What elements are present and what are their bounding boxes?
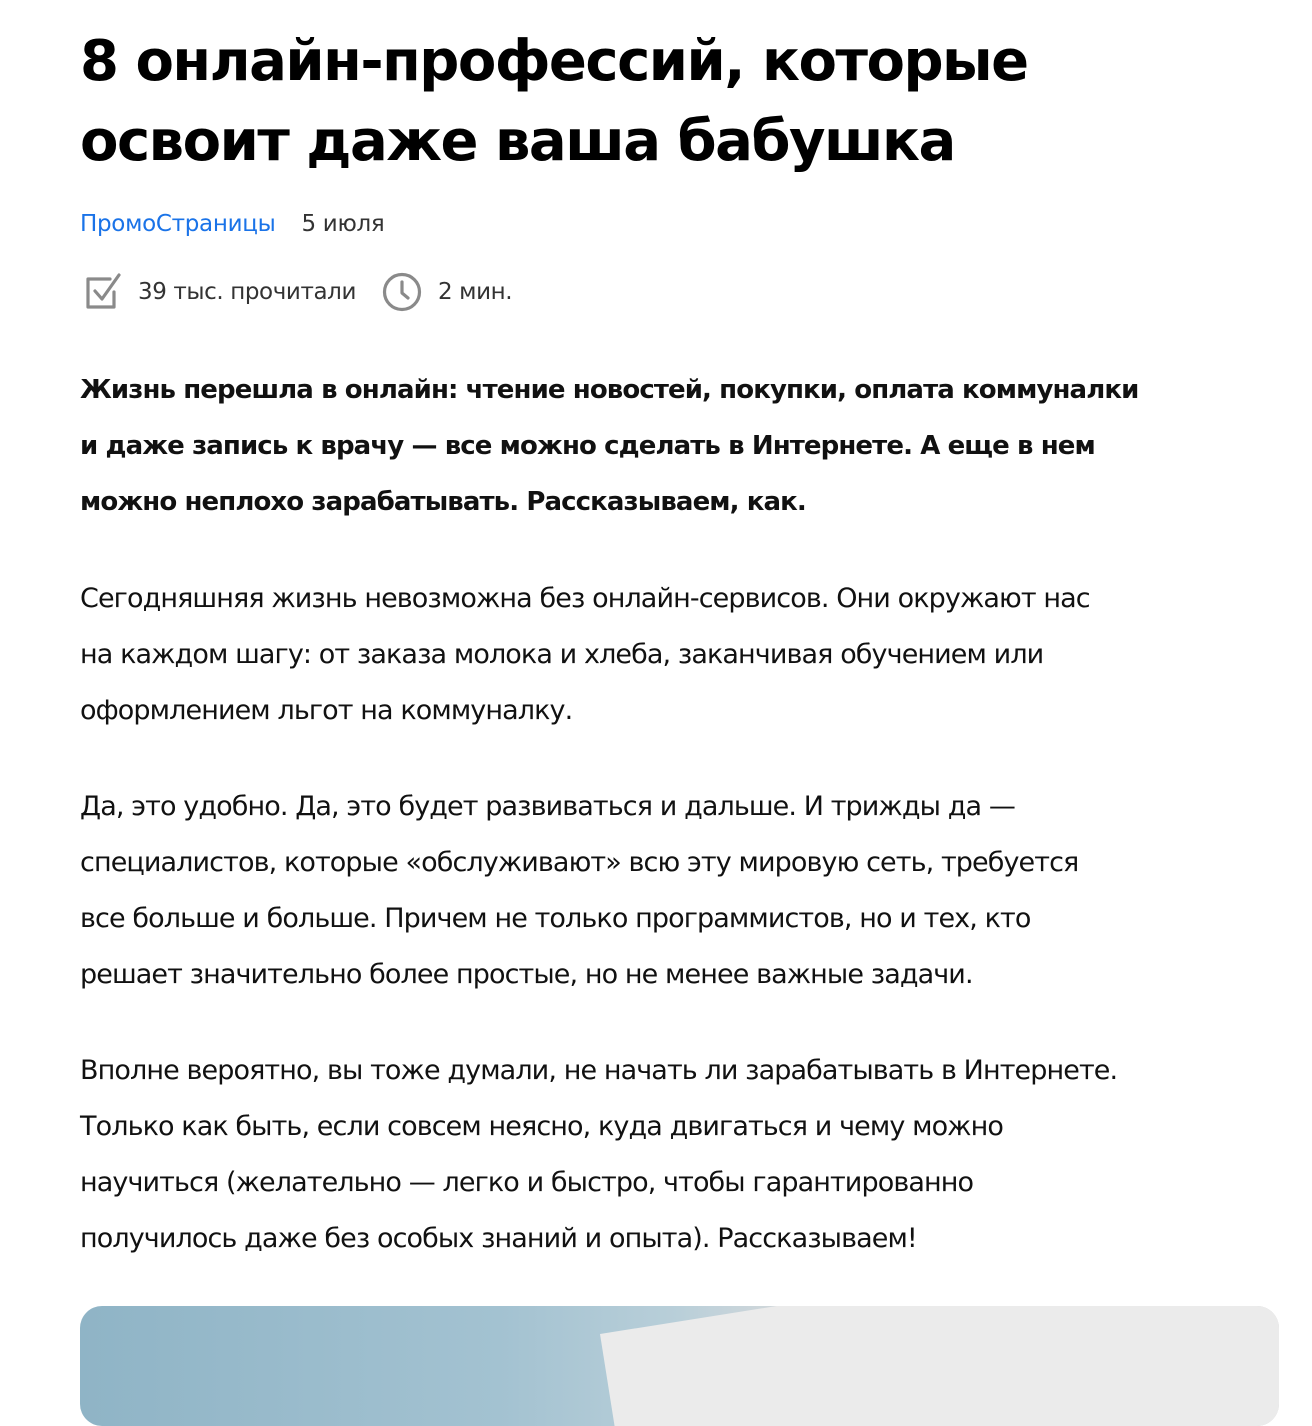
paragraph-line: Сегодняшняя жизнь невозможна без онлайн-сервисов. Они окружают нас <box>80 583 1090 614</box>
paragraph-line: Да, это удобно. Да, это будет развиваться и дальше. И трижды да — <box>80 791 1015 822</box>
channel-link[interactable]: ПромоСтраницы <box>80 211 276 237</box>
paragraph-line: на каждом шагу: от заказа молока и хлеба, заканчивая обучением или <box>80 639 1044 670</box>
lead-line: и даже запись к врачу — все можно сделать в Интернете. А еще в нем <box>80 431 1095 461</box>
article-meta <box>80 206 384 242</box>
paragraph <box>80 779 1280 1003</box>
paragraph <box>80 571 1280 739</box>
article <box>80 0 1280 1254</box>
views-count: 39 тыс. прочитали <box>138 279 356 305</box>
image-paper-sheet <box>600 1306 1279 1426</box>
paragraph <box>80 1043 1280 1267</box>
article-stats <box>80 270 512 314</box>
paragraph-line: специалистов, которые «обслуживают» всю эту мировую сеть, требуется <box>80 847 1079 878</box>
lead-line: Жизнь перешла в онлайн: чтение новостей, покупки, оплата коммуналки <box>80 375 1139 405</box>
lead-line: можно неплохо зарабатывать. Рассказываем, как. <box>80 487 806 517</box>
article-lead <box>80 362 1280 530</box>
article-title <box>80 0 1240 182</box>
article-title-line: освоит даже ваша бабушка <box>80 109 955 174</box>
paragraph-line: Вполне вероятно, вы тоже думали, не начать ли зарабатывать в Интернете. <box>80 1055 1118 1086</box>
paragraph-line: все больше и больше. Причем не только программистов, но и тех, кто <box>80 903 1031 934</box>
paragraph-line: научиться (желательно — легко и быстро, чтобы гарантированно <box>80 1167 974 1198</box>
paragraph-line: Только как быть, если совсем неясно, куда двигаться и чему можно <box>80 1111 1003 1142</box>
paragraph-line: получилось даже без особых знаний и опыта). Рассказываем! <box>80 1223 917 1254</box>
paragraph-line: оформлением льгот на коммуналку. <box>80 695 573 726</box>
article-image <box>80 1306 1279 1426</box>
publish-date: 5 июля <box>301 211 385 237</box>
paragraph-line: решает значительно более простые, но не менее важные задачи. <box>80 959 973 990</box>
article-title-line: 8 онлайн-профессий, которые <box>80 29 1028 94</box>
clock-icon <box>380 270 424 314</box>
checkbox-icon <box>80 270 124 314</box>
read-time: 2 мин. <box>438 279 513 305</box>
